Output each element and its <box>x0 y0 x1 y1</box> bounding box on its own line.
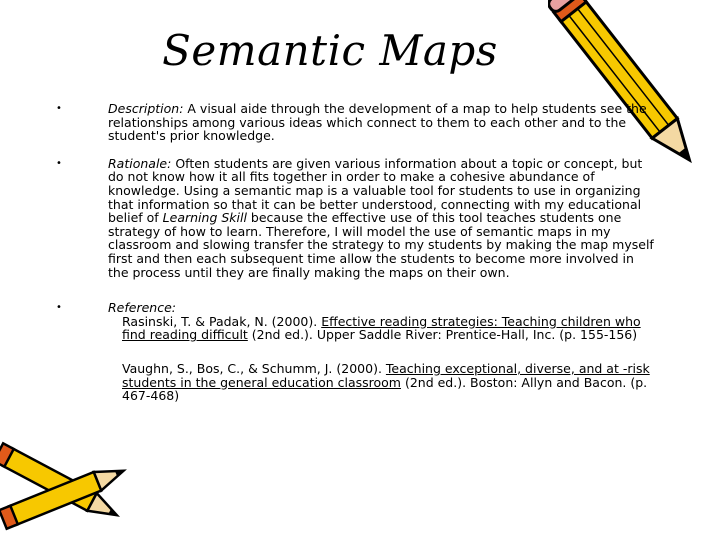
description-label: Description: <box>108 101 184 116</box>
description-text <box>108 102 656 143</box>
reference-block <box>108 301 656 403</box>
reference-authors: Rasinski, T. & Padak, N. (2000). <box>122 313 322 329</box>
rationale-text <box>108 157 656 279</box>
reference-label: Reference: <box>108 300 176 316</box>
bullet-rationale <box>56 157 656 279</box>
reference-authors: Vaughn, S., Bos, C., & Schumm, J. (2000). <box>122 360 386 376</box>
reference-item <box>108 362 656 403</box>
rationale-body-start: Often students are given various information about a topic or concept, but do not know how it all fits together in order to make a cohesive abundance of knowledge. Using a semantic map is a valuable tool for students to use in organizing that information so that it can be better understood, connecting with my educational belief of <box>108 155 643 226</box>
reference-book-title: Effective reading strategies: Teaching children who find reading difficult <box>122 313 641 343</box>
bullet-symbol: • <box>56 103 62 114</box>
slide-title: Semantic Maps <box>162 26 498 75</box>
reference-item <box>108 315 656 342</box>
rationale-emphasis: Learning Skill <box>162 210 247 226</box>
bullet-description <box>56 102 656 143</box>
reference-details: (2nd ed.). Boston: Allyn and Bacon. (p. 467-468) <box>122 374 648 404</box>
reference-book-title: Teaching exceptional, diverse, and at -risk students in the general education classroom <box>122 360 650 390</box>
reference-spacer <box>108 342 656 362</box>
rationale-label: Rationale: <box>108 155 172 171</box>
reference-details: (2nd ed.). Upper Saddle River: Prentice-Hall, Inc. (p. 155-156) <box>247 327 638 343</box>
bullet-list <box>56 102 656 403</box>
bullet-symbol: • <box>56 157 62 169</box>
bullet-symbol: • <box>56 302 62 314</box>
description-body: A visual aide through the development of a map to help students see the relationships among various ideas which connect to them to each other and to the student's prior knowledge. <box>108 101 647 144</box>
rationale-body-end: because the effective use of this tool teaches students one strategy of how to learn. Therefore, I will model the use of semantic maps in my classroom and slowing transfer the strategy to my students by making the map myself first and then each subsequent time allow the students to become more involved in the process until they are finally making the maps on their own. <box>108 210 654 280</box>
crossed-pencils-icon <box>0 428 140 540</box>
bullet-reference <box>56 301 656 403</box>
